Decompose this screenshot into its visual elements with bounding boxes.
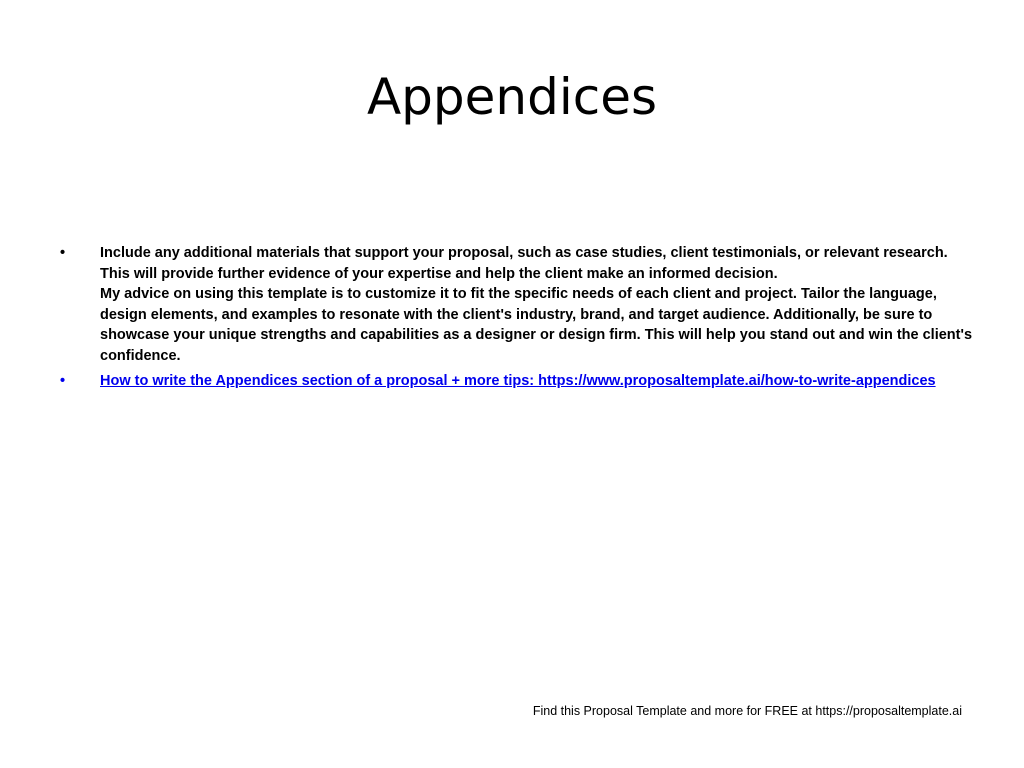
bullet-icon: • <box>60 245 66 261</box>
bullet-item-tips-link <box>56 371 976 392</box>
bullet-icon: • <box>60 372 66 389</box>
footer-note: Find this Proposal Template and more for FREE at https://proposaltemplate.ai <box>532 704 962 718</box>
bullet-item-appendices-guidance <box>56 243 976 367</box>
bullet-text <box>100 243 976 367</box>
bullet-text <box>100 371 976 392</box>
tips-link[interactable]: How to write the Appendices section of a proposal + more tips: https://www.proposaltemplate.ai/how-to-write-appendices <box>100 372 936 389</box>
bullet-list <box>56 243 976 395</box>
bullet-paragraph-materials: Include any additional materials that support your proposal, such as case studies, client testimonials, or relevant research. This will provide further evidence of your expertise and help the client make an informed decision. <box>100 245 948 282</box>
bullet-paragraph-advice: My advice on using this template is to customize it to fit the specific needs of each client and project. Tailor the language, design elements, and examples to resonate with the client's industry, brand, and target audience. Additionally, be sure to showcase your unique strengths and capabilities as a designer or design firm. This will help you stand out and win the client's confidence. <box>100 286 973 364</box>
slide-title: Appendices <box>366 68 658 126</box>
